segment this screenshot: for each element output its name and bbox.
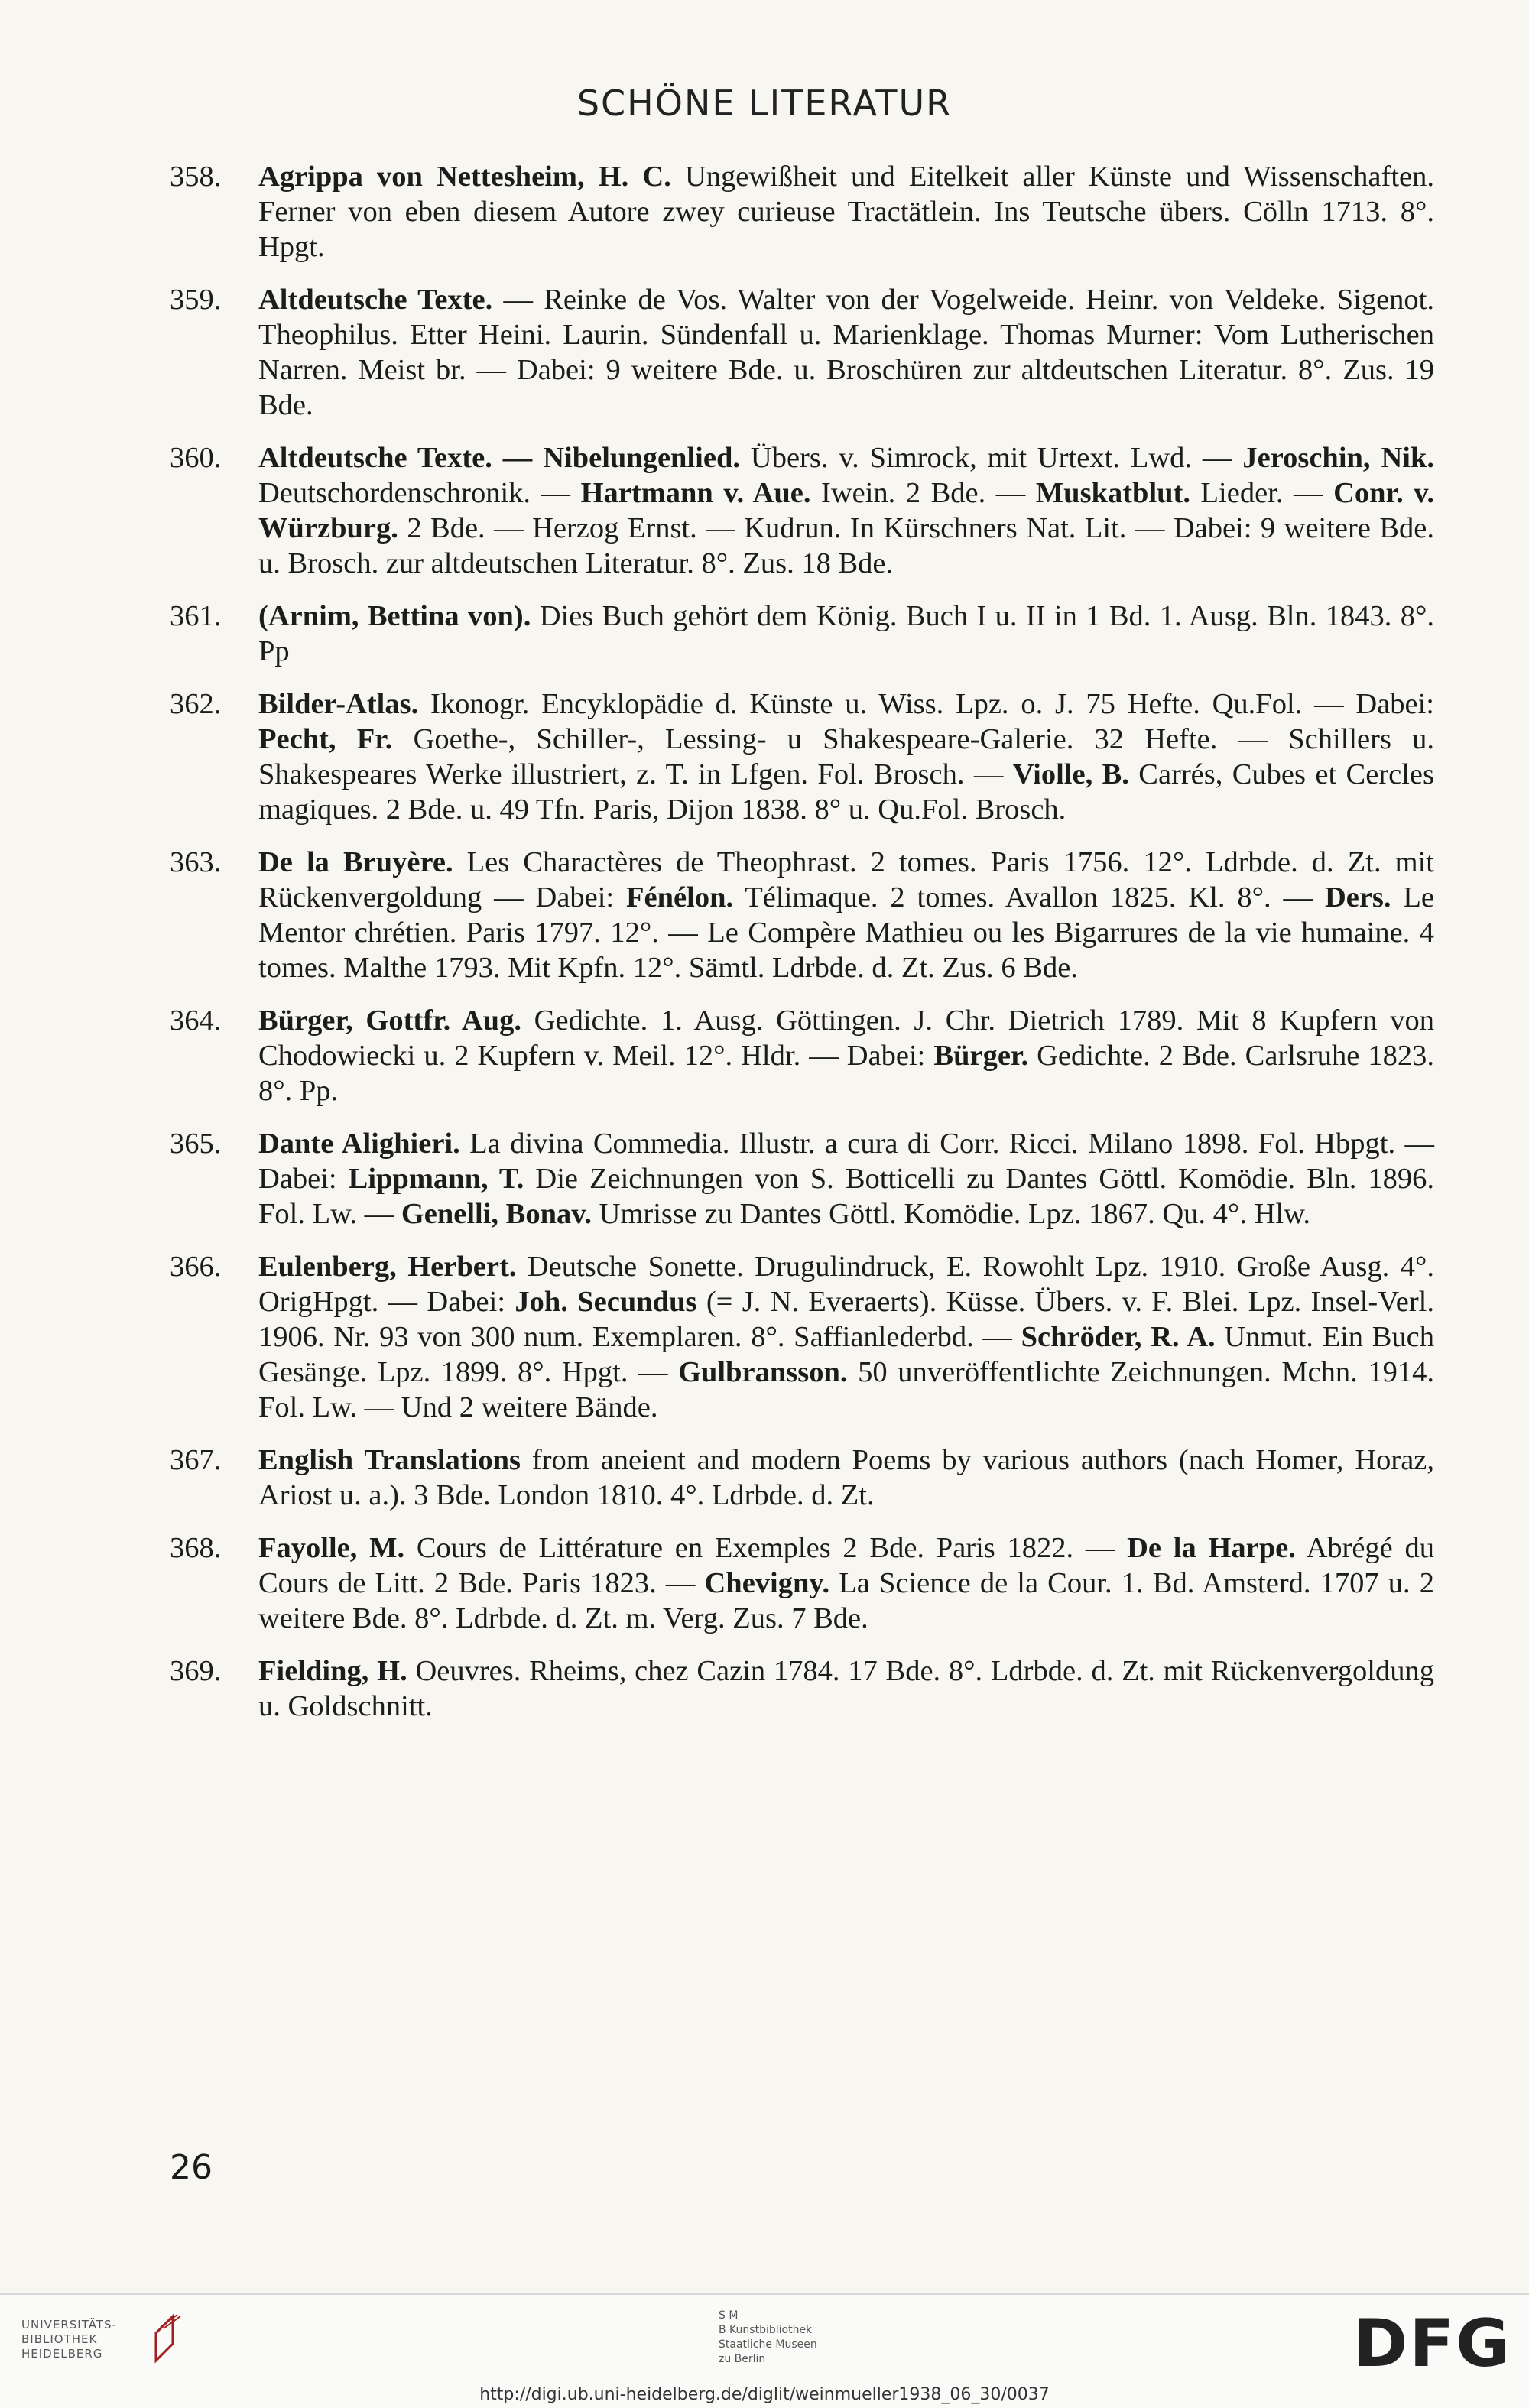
catalog-entry (170, 599, 1434, 669)
university-library-label[interactable] (21, 2318, 117, 2361)
museum-credit-line: Staatliche Museen (719, 2338, 817, 2351)
entry-text: Ungewißheit und Eitelkeit aller Künste und Wissenschaften. Ferner von eben diesem Autore zwey curieuse Tractätlein. Ins Teutsche übers. Cölln 1713. 8°. Hpgt. (258, 161, 1434, 263)
entry-text: Ikonogr. Encyklopädie d. Künste u. Wiss. Lpz. o. J. 75 Hefte. Qu.Fol. — Dabei: (418, 688, 1434, 720)
page-number: 26 (170, 2148, 213, 2187)
entry-heading: Bilder-Atlas. (258, 688, 419, 720)
museum-credit-line: S M (719, 2309, 739, 2322)
entry-heading: (Arnim, Bettina von). (258, 600, 531, 632)
entry-heading: Jeroschin, Nik. (1242, 442, 1435, 474)
entry-number: 369. (170, 1655, 222, 1687)
catalog-entry (170, 1249, 1434, 1425)
entry-heading: Schröder, R. A. (1021, 1321, 1216, 1353)
catalog-entry (170, 159, 1434, 264)
entry-number: 365. (170, 1128, 222, 1160)
entry-heading: Joh. Secundus (515, 1286, 697, 1318)
entry-heading: Fielding, H. (258, 1655, 407, 1687)
university-label-line: BIBLIOTHEK (21, 2332, 98, 2346)
entry-number: 359. (170, 284, 222, 316)
entry-heading: English Translations (258, 1444, 521, 1476)
catalog-entry (170, 686, 1434, 827)
entry-heading: Bürger. (933, 1040, 1029, 1072)
entry-number: 368. (170, 1532, 222, 1564)
entry-number: 362. (170, 688, 222, 720)
entry-text: Iwein. 2 Bde. — (810, 477, 1036, 509)
entry-text: Deutsche Sonette. Drugulindruck, E. Rowohlt Lpz. 1910. Große Ausg. 4°. OrigHpgt. — Dabei: (258, 1251, 1434, 1318)
dfg-logo[interactable]: DFG (1353, 2306, 1511, 2382)
source-url-link[interactable]: http://digi.ub.uni-heidelberg.de/diglit/weinmueller1938_06_30/0037 (479, 2385, 1050, 2404)
entry-heading: Dante Alighieri. (258, 1128, 460, 1160)
museum-credit-line: B Kunstbibliothek (719, 2324, 813, 2336)
catalog-entry (170, 1653, 1434, 1724)
entry-heading: Fénélon. (626, 881, 734, 914)
entry-text: Gedichte. 2 Bde. Carlsruhe 1823. 8°. Pp. (258, 1040, 1434, 1107)
catalog-entry (170, 1443, 1434, 1513)
entry-text: Lieder. — (1190, 477, 1334, 509)
entry-number: 358. (170, 161, 222, 193)
entry-heading: Muskatblut. (1035, 477, 1190, 509)
entry-text: Cours de Littérature en Exemples 2 Bde. Paris 1822. — (404, 1532, 1128, 1564)
entry-heading: Altdeutsche Texte. (258, 284, 493, 316)
entry-text: Carrés, Cubes et Cercles magiques. 2 Bde. u. 49 Tfn. Paris, Dijon 1838. 8° u. Qu.Fol. Brosch. (258, 758, 1434, 826)
entry-text: Télimaque. 2 tomes. Avallon 1825. Kl. 8°. — (733, 881, 1325, 914)
entry-text: Gedichte. 1. Ausg. Göttingen. J. Chr. Dietrich 1789. Mit 8 Kupfern von Chodowiecki u. 2 Kupfern v. Meil. 12°. Hldr. — Dabei: (258, 1004, 1434, 1072)
catalog-entry (170, 440, 1434, 581)
entry-text: Die Zeichnungen von S. Botticelli zu Dantes Göttl. Komödie. Bln. 1896. Fol. Lw. — (258, 1163, 1434, 1230)
entry-text: Oeuvres. Rheims, chez Cazin 1784. 17 Bde. 8°. Ldrbde. d. Zt. mit Rückenvergoldung u. Goldschnitt. (258, 1655, 1435, 1722)
entry-heading: Pecht, Fr. (258, 723, 393, 755)
entry-heading: Eulenberg, Herbert. (258, 1251, 517, 1283)
entry-text: Umrisse zu Dantes Göttl. Komödie. Lpz. 1867. Qu. 4°. Hlw. (592, 1198, 1311, 1230)
museum-credit (719, 2309, 817, 2367)
entry-heading: De la Harpe. (1127, 1532, 1296, 1564)
entry-heading: Conr. v. Würzburg. (258, 477, 1434, 544)
catalog-entry (170, 282, 1434, 423)
entry-text: Dies Buch gehört dem König. Buch I u. II in 1 Bd. 1. Ausg. Bln. 1843. 8°. Pp (258, 600, 1434, 667)
entry-text: Les Charactères de Theophrast. 2 tomes. Paris 1756. 12°. Ldrbde. d. Zt. mit Rückenvergoldung — Dabei: (258, 846, 1434, 914)
entry-heading: De la Bruyère. (258, 846, 453, 878)
entry-number: 364. (170, 1004, 222, 1037)
entry-text: La Science de la Cour. 1. Bd. Amsterd. 1707 u. 2 weitere Bde. 8°. Ldrbde. d. Zt. m. Verg. Zus. 7 Bde. (258, 1567, 1434, 1634)
entry-text: Le Mentor chrétien. Paris 1797. 12°. — Le Compère Mathieu ou les Bigarrures de la vie humaine. 4 tomes. Malthe 1793. Mit Kpfn. 12°. Sämtl. Ldrbde. d. Zt. Zus. 6 Bde. (258, 881, 1435, 984)
entry-number: 366. (170, 1251, 222, 1283)
entry-heading: Violle, B. (1012, 758, 1129, 790)
entry-heading: Fayolle, M. (258, 1532, 405, 1564)
entry-text: 50 unveröffentlichte Zeichnungen. Mchn. 1914. Fol. Lw. — Und 2 weitere Bände. (258, 1356, 1434, 1423)
entry-heading: Genelli, Bonav. (401, 1198, 592, 1230)
catalog-entries (170, 159, 1434, 1741)
entry-heading: Agrippa von Nettesheim, H. C. (258, 161, 671, 193)
entry-number: 363. (170, 846, 222, 878)
entry-heading: Chevigny. (704, 1567, 830, 1599)
entry-text: — Reinke de Vos. Walter von der Vogelweide. Heinr. von Veldeke. Sigenot. Theophilus. Etter Heini. Laurin. Sündenfall u. Marienklage. Thomas Murner: Vom Lutherischen Narren. Meist br. — Dabei: 9 weitere Bde. u. Broschüren zur altdeutschen Literatur. 8°. Zus. 19 Bde. (258, 284, 1434, 421)
entry-number: 361. (170, 600, 222, 632)
entry-text: Abrégé du Cours de Litt. 2 Bde. Paris 1823. — (258, 1532, 1434, 1599)
catalog-entry (170, 845, 1434, 985)
entry-number: 367. (170, 1444, 222, 1476)
entry-number: 360. (170, 442, 222, 474)
footer (0, 2293, 1529, 2408)
university-logo-icon (142, 2312, 187, 2365)
university-label-line: UNIVERSITÄTS- (21, 2318, 117, 2332)
entry-heading: Hartmann v. Aue. (580, 477, 811, 509)
university-label-line: HEIDELBERG (21, 2347, 103, 2361)
entry-text: Übers. v. Simrock, mit Urtext. Lwd. — (739, 442, 1243, 474)
catalog-entry (170, 1126, 1434, 1232)
catalog-entry (170, 1530, 1434, 1636)
entry-heading: Lippmann, T. (348, 1163, 524, 1195)
entry-text: 2 Bde. — Herzog Ernst. — Kudrun. In Kürschners Nat. Lit. — Dabei: 9 weitere Bde. u. Brosch. zur altdeutschen Literatur. 8°. Zus. 18 Bde. (258, 512, 1434, 579)
entry-text: from aneient and modern Poems by various authors (nach Homer, Horaz, Ariost u. a.). 3 Bde. London 1810. 4°. Ldrbde. d. Zt. (258, 1444, 1434, 1511)
entry-heading: Gulbransson. (678, 1356, 848, 1388)
page-title: SCHÖNE LITERATUR (576, 83, 953, 124)
entry-text: Unmut. Ein Buch Gesänge. Lpz. 1899. 8°. Hpgt. — (258, 1321, 1434, 1388)
entry-heading: Altdeutsche Texte. — Nibelungenlied. (258, 442, 740, 474)
entry-text: Goethe-, Schiller-, Lessing- u Shakespeare-Galerie. 32 Hefte. — Schillers u. Shakespeares Werke illustriert, z. T. in Lfgen. Fol. Brosch. — (258, 723, 1435, 790)
entry-text: (= J. N. Everaerts). Küsse. Übers. v. F. Blei. Lpz. Insel-Verl. 1906. Nr. 93 von 300 num. Exemplaren. 8°. Saffianlederbd. — (258, 1286, 1434, 1353)
entry-text: Deutschordenschronik. — (258, 477, 581, 509)
museum-credit-line: zu Berlin (719, 2353, 766, 2365)
entry-text: La divina Commedia. Illustr. a cura di Corr. Ricci. Milano 1898. Fol. Hbpgt. — Dabei: (258, 1128, 1434, 1195)
entry-heading: Bürger, Gottfr. Aug. (258, 1004, 521, 1037)
entry-heading: Ders. (1324, 881, 1391, 914)
catalog-entry (170, 1003, 1434, 1108)
